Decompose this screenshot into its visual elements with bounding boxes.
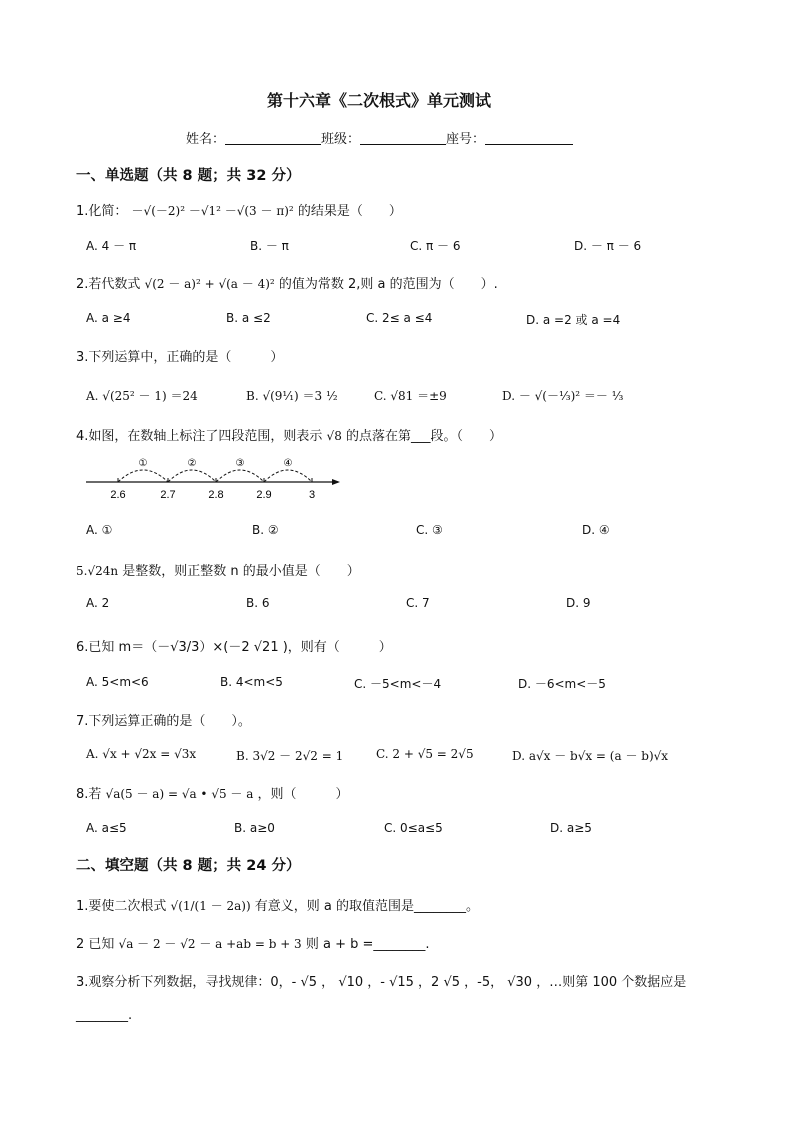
q8-option-c[interactable]: C. 0≤a≤5 xyxy=(384,821,443,835)
fill-question-1 xyxy=(76,895,479,914)
q7-option-b[interactable]: B. 3√2 － 2√2 = 1 xyxy=(236,749,344,763)
question-5-stem: 是整数，则正整数 n 的最小值是（ ） xyxy=(122,564,360,579)
q5-option-c[interactable]: C. 7 xyxy=(406,596,430,610)
fill-question-2-stem: 2 已知 xyxy=(76,937,115,952)
q6-option-a[interactable]: A. 5<m<6 xyxy=(86,675,149,689)
section-heading-single-choice: 一、单选题（共 8 题；共 32 分） xyxy=(76,168,301,184)
q6-option-c[interactable]: C. －5<m<－4 xyxy=(354,677,442,691)
q2-option-a[interactable]: A. a ≥4 xyxy=(86,311,131,325)
q4-option-b[interactable]: B. ② xyxy=(252,523,279,537)
question-6: 6.已知 m＝（－√3/3）×(－2 √21 )，则有（ ） xyxy=(76,640,392,655)
fill-question-3: 3.观察分析下列数据，寻找规律：0，- √5 ， √10 ，- √15 ，2 √5 ，-5， √30 ，…则第 100 个数据应是 xyxy=(76,975,687,990)
q8-option-a[interactable]: A. a≤5 xyxy=(86,821,127,835)
fill-question-3-blank[interactable]: ________. xyxy=(76,1008,133,1023)
question-1-stem-end: 的结果是（ ） xyxy=(297,204,402,219)
fill-question-1-stem: 1.要使二次根式 xyxy=(76,899,167,914)
question-4-stem: 4.如图，在数轴上标注了四段范围，则表示 xyxy=(76,429,323,444)
q1-option-c[interactable]: C. π － 6 xyxy=(410,239,461,253)
question-2-stem: 2.若代数式 xyxy=(76,277,141,292)
fill-question-1-stem-end: 有意义，则 a 的取值范围是________。 xyxy=(254,899,480,914)
q3-option-c[interactable]: C. √81 ＝±9 xyxy=(374,389,447,403)
fill-question-2-stem-end: 则 a + b =________. xyxy=(305,937,430,952)
q8-option-d[interactable]: D. a≥5 xyxy=(550,821,592,835)
axis-mark-3: ③ xyxy=(235,458,245,469)
seat-label: 座号： xyxy=(446,132,486,147)
axis-mark-2: ② xyxy=(187,458,197,469)
question-4 xyxy=(76,425,502,444)
q1-option-a[interactable]: A. 4 － π xyxy=(86,239,137,253)
q3-option-b[interactable]: B. √(9¹⁄₁) ＝3 ½ xyxy=(246,389,338,403)
page-title: 第十六章《二次根式》单元测试 xyxy=(267,91,492,110)
name-blank[interactable] xyxy=(225,131,321,145)
section-heading-fill-blank: 二、填空题（共 8 题；共 24 分） xyxy=(76,858,301,874)
q5-option-a[interactable]: A. 2 xyxy=(86,596,110,610)
q6-option-d[interactable]: D. －6<m<－5 xyxy=(518,677,606,691)
fill-question-2 xyxy=(76,933,430,952)
q8-option-b[interactable]: B. a≥0 xyxy=(234,821,275,835)
question-3: 3.下列运算中，正确的是（ ） xyxy=(76,350,284,365)
q2-option-c[interactable]: C. 2≤ a ≤4 xyxy=(366,311,433,325)
fill-question-2-expression: √a － 2 － √2 － a +ab = b + 3 xyxy=(118,937,302,951)
question-7: 7.下列运算正确的是（ ）。 xyxy=(76,714,251,729)
axis-tick-label: 2.6 xyxy=(110,489,126,501)
question-2 xyxy=(76,273,498,292)
question-1-expression: －√(－2)² －√1² －√(3 － π)² xyxy=(131,204,294,218)
question-5-expression: 5.√24n xyxy=(76,564,119,578)
q5-option-b[interactable]: B. 6 xyxy=(246,596,270,610)
q1-option-b[interactable]: B. － π xyxy=(250,239,289,253)
q4-option-c[interactable]: C. ③ xyxy=(416,523,443,537)
axis-tick-label: 2.7 xyxy=(160,489,176,501)
question-8-expression: √a(5 － a) = √a • √5 － a xyxy=(105,787,254,801)
name-label: 姓名： xyxy=(186,132,226,147)
q2-option-b[interactable]: B. a ≤2 xyxy=(226,311,271,325)
question-5 xyxy=(76,560,360,579)
student-info-row xyxy=(186,128,573,147)
class-label: 班级： xyxy=(321,132,361,147)
question-8-stem: 8.若 xyxy=(76,787,102,802)
q4-option-d[interactable]: D. ④ xyxy=(582,523,610,537)
axis-arrow-icon xyxy=(332,479,340,485)
question-4-stem-end: 的点落在第___段。（ ） xyxy=(345,429,502,444)
q3-option-d[interactable]: D. － √(－⅓)² ＝－ ⅓ xyxy=(502,389,624,403)
q5-option-d[interactable]: D. 9 xyxy=(566,596,591,610)
axis-mark-4: ④ xyxy=(283,458,293,469)
question-1-stem: 1.化简： xyxy=(76,204,128,219)
question-8-stem-end: ，则（ ） xyxy=(257,787,349,802)
axis-mark-1: ① xyxy=(138,458,148,469)
q3-option-a[interactable]: A. √(25² － 1) ＝24 xyxy=(86,389,198,403)
q2-option-d[interactable]: D. a =2 或 a =4 xyxy=(526,313,621,327)
question-1 xyxy=(76,200,402,219)
question-4-expression: √8 xyxy=(326,429,342,443)
q7-option-c[interactable]: C. 2 + √5 = 2√5 xyxy=(376,747,474,761)
question-2-expression: √(2 － a)² + √(a － 4)² xyxy=(144,277,275,291)
q1-option-d[interactable]: D. － π － 6 xyxy=(574,239,642,253)
question-2-stem-end: 的值为常数 2,则 a 的范围为（ ）. xyxy=(278,277,498,292)
axis-tick-label: 2.9 xyxy=(256,489,272,501)
fill-question-1-expression: √(1/(1 － 2a)) xyxy=(170,899,251,913)
axis-tick-label: 2.8 xyxy=(208,489,224,501)
class-blank[interactable] xyxy=(360,131,446,145)
q7-option-d[interactable]: D. a√x － b√x = (a － b)√x xyxy=(512,749,669,763)
seat-blank[interactable] xyxy=(485,131,573,145)
question-8 xyxy=(76,783,349,802)
number-line-figure xyxy=(84,452,346,502)
axis-tick-label: 3 xyxy=(308,489,316,501)
q7-option-a[interactable]: A. √x + √2x = √3x xyxy=(86,747,197,761)
q4-option-a[interactable]: A. ① xyxy=(86,523,113,537)
q6-option-b[interactable]: B. 4<m<5 xyxy=(220,675,283,689)
